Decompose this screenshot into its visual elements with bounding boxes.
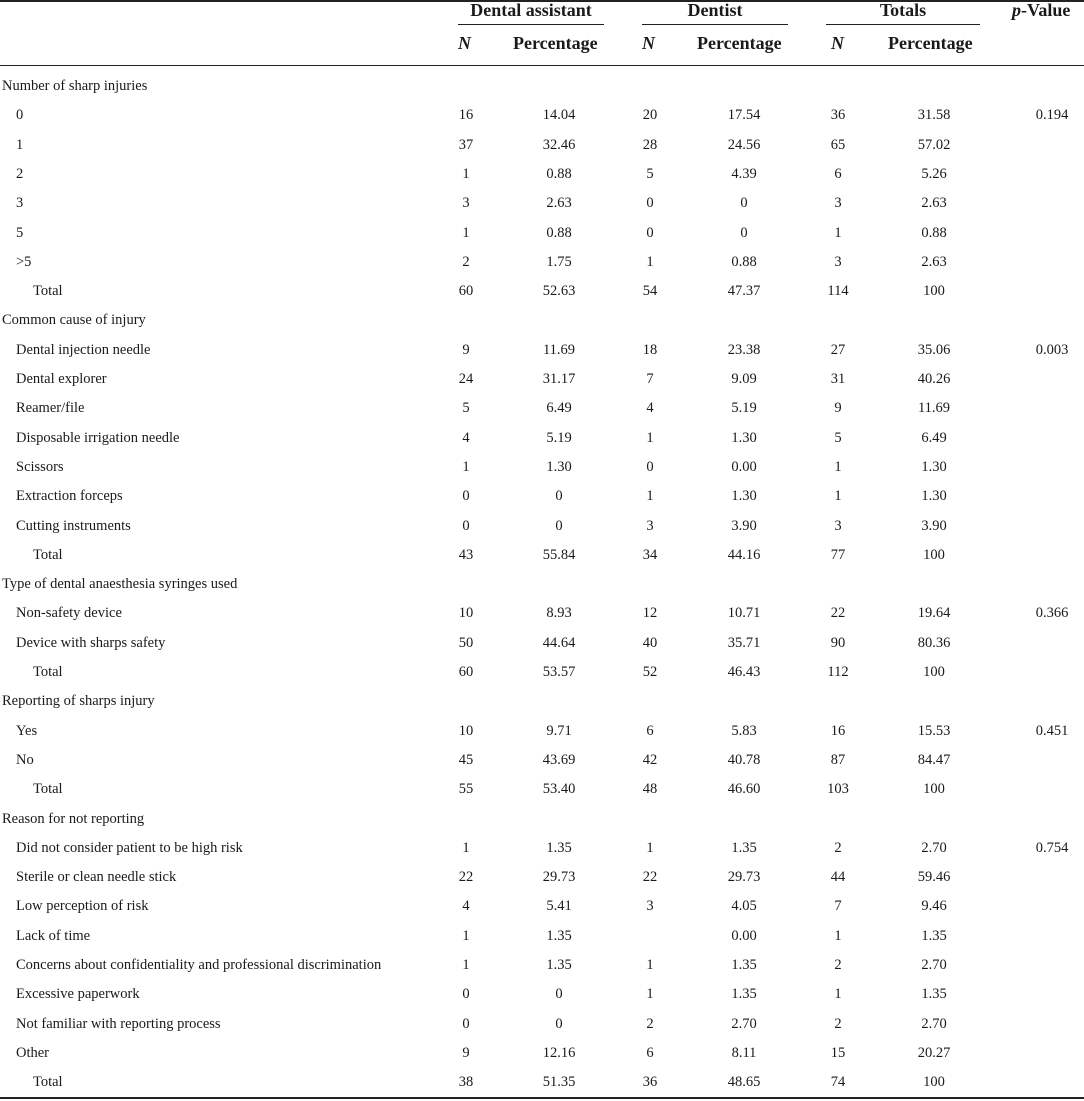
cell-n-dentist: 1 — [646, 839, 654, 856]
cell-n-dentist: 28 — [642, 136, 658, 153]
cell-pct-dentist: 9.09 — [731, 371, 757, 387]
subheader-percentage-dentist: Percentage — [697, 33, 782, 53]
cell-n-dentist: 7 — [646, 371, 654, 387]
total-row — [0, 775, 1084, 804]
group-header-dentist: Dentist — [687, 0, 743, 20]
cell-n-dentist: 18 — [642, 341, 658, 358]
table-row — [0, 922, 1084, 951]
table-row — [0, 131, 1084, 160]
cell-n-dental-assistant: 38 — [458, 1074, 474, 1091]
table-row — [0, 1039, 1084, 1068]
row-label: >5 — [16, 253, 32, 270]
cell-n-dentist: 34 — [642, 546, 658, 563]
cell-n-totals: 90 — [830, 634, 846, 651]
cell-pct-dentist: 46.60 — [727, 781, 761, 798]
cell-pct-dental-assistant: 6.49 — [546, 400, 572, 417]
cell-n-totals: 16 — [830, 722, 846, 739]
cell-pct-dental-assistant: 52.63 — [542, 283, 576, 300]
cell-n-dental-assistant: 1 — [462, 165, 470, 182]
cell-pct-dentist: 46.43 — [727, 664, 761, 680]
total-row — [0, 277, 1084, 306]
cell-n-dentist: 1 — [646, 957, 654, 973]
cell-pct-dental-assistant: 0.88 — [546, 224, 572, 241]
row-label: Not familiar with reporting process — [16, 1015, 221, 1032]
cell-pct-dental-assistant: 8.93 — [546, 605, 572, 622]
cell-pct-totals: 100 — [923, 546, 945, 563]
cell-pct-dentist: 0.88 — [731, 253, 757, 270]
cell-n-dentist: 3 — [646, 517, 654, 534]
cell-pct-dentist: 1.35 — [731, 986, 757, 1003]
group-underline-dentist — [642, 24, 788, 25]
pvalue-header — [1012, 0, 1084, 20]
cell-n-dental-assistant: 1 — [462, 458, 470, 475]
cell-pct-totals: 1.30 — [921, 458, 947, 475]
cell-n-totals: 1 — [834, 927, 842, 944]
cell-n-dental-assistant: 50 — [458, 634, 474, 651]
row-label: 0 — [16, 107, 24, 124]
cell-n-dentist: 2 — [646, 1015, 654, 1032]
cell-n-dental-assistant: 45 — [458, 751, 474, 768]
cell-n-dental-assistant: 60 — [458, 664, 474, 680]
cell-pct-dentist: 3.90 — [731, 517, 757, 534]
cell-n-totals: 44 — [830, 869, 846, 886]
cell-n-dental-assistant: 37 — [458, 136, 474, 153]
cell-pvalue: 0.366 — [1035, 605, 1069, 622]
header-rule — [0, 65, 1084, 66]
cell-n-dentist: 12 — [642, 605, 658, 622]
cell-pct-dental-assistant: 0 — [555, 488, 563, 505]
cell-n-dental-assistant: 10 — [458, 605, 474, 622]
table-row — [0, 599, 1084, 628]
row-label: 1 — [16, 136, 24, 153]
cell-pct-totals: 2.70 — [921, 1015, 947, 1032]
row-label: Scissors — [16, 458, 64, 475]
cell-pct-totals: 15.53 — [917, 722, 951, 739]
cell-pct-dental-assistant: 0 — [555, 986, 563, 1003]
cell-n-dentist: 6 — [646, 1044, 654, 1061]
cell-n-totals: 1 — [834, 458, 842, 475]
subheader-n-dentist: N — [642, 33, 655, 53]
cell-pct-totals: 1.35 — [921, 986, 947, 1003]
cell-pct-dentist: 44.16 — [727, 546, 761, 563]
section-label: Type of dental anaesthesia syringes used — [2, 576, 238, 593]
cell-pct-totals: 100 — [923, 664, 945, 680]
table-row — [0, 717, 1084, 746]
cell-n-totals: 36 — [830, 107, 846, 124]
cell-pct-dental-assistant: 53.57 — [542, 664, 576, 680]
row-label: 5 — [16, 224, 24, 241]
row-label: Sterile or clean needle stick — [16, 869, 177, 886]
cell-pct-dentist: 4.05 — [731, 898, 757, 915]
table-row — [0, 219, 1084, 248]
cell-n-dentist: 0 — [646, 224, 654, 241]
row-label: Low perception of risk — [16, 898, 149, 915]
cell-n-dentist: 6 — [646, 722, 654, 739]
cell-n-totals: 114 — [827, 283, 849, 300]
cell-pvalue: 0.754 — [1035, 839, 1069, 856]
cell-pct-totals: 2.63 — [921, 195, 947, 212]
cell-pct-dental-assistant: 32.46 — [542, 136, 576, 153]
cell-pct-dentist: 2.70 — [731, 1015, 757, 1032]
group-header-dental-assistant: Dental assistant — [470, 0, 592, 20]
cell-pct-totals: 2.63 — [921, 253, 947, 270]
cell-pct-dental-assistant: 12.16 — [542, 1044, 576, 1061]
cell-pct-dentist: 17.54 — [727, 107, 761, 124]
cell-pct-totals: 40.26 — [917, 371, 951, 387]
row-label: Total — [33, 546, 63, 563]
cell-pct-dentist: 29.73 — [727, 869, 761, 886]
table-row — [0, 160, 1084, 189]
table-row — [0, 512, 1084, 541]
cell-n-totals: 22 — [830, 605, 846, 622]
cell-pct-dentist: 10.71 — [727, 605, 761, 622]
cell-n-totals: 112 — [827, 664, 849, 680]
table-row — [0, 863, 1084, 892]
cell-pvalue: 0.194 — [1035, 107, 1069, 124]
cell-n-dentist: 4 — [646, 400, 654, 417]
cell-n-totals: 7 — [834, 898, 842, 915]
pvalue-header-p: p — [1012, 0, 1021, 20]
cell-n-totals: 27 — [830, 341, 846, 358]
cell-n-dentist: 1 — [646, 253, 654, 270]
cell-n-dentist: 3 — [646, 898, 654, 915]
section-label: Common cause of injury — [2, 312, 146, 329]
cell-pct-dentist: 1.35 — [731, 839, 757, 856]
cell-n-dental-assistant: 1 — [462, 224, 470, 241]
cell-n-totals: 15 — [830, 1044, 846, 1061]
cell-pct-totals: 100 — [923, 283, 945, 300]
cell-pct-dentist: 24.56 — [727, 136, 761, 153]
row-label: Total — [33, 1074, 63, 1091]
cell-pct-totals: 100 — [923, 1074, 945, 1091]
cell-pct-dentist: 48.65 — [727, 1074, 761, 1091]
row-label: Dental explorer — [16, 371, 107, 387]
cell-pct-totals: 5.26 — [921, 165, 947, 182]
cell-pct-dental-assistant: 53.40 — [542, 781, 576, 798]
cell-pct-dentist: 35.71 — [727, 634, 761, 651]
cell-pct-totals: 80.36 — [917, 634, 951, 651]
subheader-n-totals: N — [831, 33, 844, 53]
cell-n-dental-assistant: 9 — [462, 341, 470, 358]
cell-n-dental-assistant: 1 — [462, 957, 470, 973]
section-label: Reason for not reporting — [2, 810, 145, 827]
total-row — [0, 658, 1084, 687]
group-underline-totals — [826, 24, 980, 25]
cell-n-dental-assistant: 1 — [462, 839, 470, 856]
row-label: Reamer/file — [16, 400, 85, 417]
subheader-n-dental-assistant: N — [458, 33, 471, 53]
row-label: No — [16, 751, 34, 768]
cell-pct-totals: 100 — [923, 781, 945, 798]
row-label: Total — [33, 664, 63, 680]
table-row — [0, 951, 1084, 980]
cell-n-dental-assistant: 1 — [462, 927, 470, 944]
table-row — [0, 834, 1084, 863]
cell-pct-dental-assistant: 2.63 — [546, 195, 572, 212]
cell-n-dental-assistant: 16 — [458, 107, 474, 124]
row-label: Total — [33, 781, 63, 798]
cell-n-dentist: 1 — [646, 429, 654, 446]
cell-pct-dental-assistant: 51.35 — [542, 1074, 576, 1091]
cell-n-totals: 3 — [834, 517, 842, 534]
cell-n-totals: 77 — [830, 546, 846, 563]
cell-pct-dental-assistant: 31.17 — [542, 371, 576, 387]
group-header-totals: Totals — [879, 0, 927, 20]
subheader-percentage-dental-assistant: Percentage — [513, 33, 598, 53]
cell-pct-totals: 11.69 — [917, 400, 951, 417]
cell-pct-dental-assistant: 5.19 — [546, 429, 572, 446]
cell-n-dentist: 22 — [642, 869, 658, 886]
total-row — [0, 1068, 1084, 1097]
cell-n-totals: 2 — [834, 1015, 842, 1032]
cell-n-dentist: 5 — [646, 165, 654, 182]
cell-pct-dental-assistant: 1.30 — [546, 458, 572, 475]
total-row — [0, 541, 1084, 570]
cell-pct-totals: 20.27 — [917, 1044, 951, 1061]
table-row — [0, 424, 1084, 453]
cell-n-dental-assistant: 9 — [462, 1044, 470, 1061]
section-row — [0, 570, 1084, 599]
cell-n-totals: 103 — [827, 781, 849, 798]
cell-pct-dental-assistant: 1.35 — [546, 927, 572, 944]
section-row — [0, 72, 1084, 101]
table-row — [0, 394, 1084, 423]
table-row — [0, 453, 1084, 482]
cell-pct-dental-assistant: 11.69 — [542, 341, 576, 358]
cell-n-dentist: 54 — [642, 283, 658, 300]
cell-n-dentist: 48 — [642, 781, 658, 798]
pvalue-header-suffix: -Value — [1021, 0, 1071, 20]
cell-pct-totals: 59.46 — [917, 869, 951, 886]
cell-n-dental-assistant: 0 — [462, 986, 470, 1003]
cell-pct-dental-assistant: 1.75 — [546, 253, 572, 270]
cell-pct-totals: 31.58 — [917, 107, 951, 124]
cell-n-dental-assistant: 22 — [458, 869, 474, 886]
table-row — [0, 746, 1084, 775]
table-row — [0, 336, 1084, 365]
cell-pct-totals: 2.70 — [921, 839, 947, 856]
cell-pct-dentist: 1.30 — [731, 429, 757, 446]
cell-pct-dental-assistant: 9.71 — [546, 722, 572, 739]
group-underline-dental-assistant — [458, 24, 604, 25]
cell-pct-dentist: 4.39 — [731, 165, 757, 182]
cell-n-totals: 1 — [834, 488, 842, 505]
cell-n-totals: 3 — [834, 195, 842, 212]
cell-n-dental-assistant: 43 — [458, 546, 474, 563]
cell-pct-totals: 84.47 — [917, 751, 951, 768]
cell-pct-dentist: 5.19 — [731, 400, 757, 417]
cell-n-totals: 5 — [834, 429, 842, 446]
row-label: Device with sharps safety — [16, 634, 166, 651]
cell-pct-totals: 19.64 — [917, 605, 951, 622]
cell-n-dentist: 42 — [642, 751, 658, 768]
cell-n-totals: 2 — [834, 957, 842, 973]
cell-pvalue: 0.451 — [1035, 722, 1069, 739]
cell-pct-dental-assistant: 0 — [555, 517, 563, 534]
cell-pct-dentist: 0.00 — [731, 458, 757, 475]
cell-pct-dental-assistant: 55.84 — [542, 546, 576, 563]
cell-n-totals: 74 — [830, 1074, 846, 1091]
cell-pct-totals: 57.02 — [917, 136, 951, 153]
cell-n-dentist: 1 — [646, 488, 654, 505]
cell-n-totals: 65 — [830, 136, 846, 153]
row-label: Did not consider patient to be high risk — [16, 839, 243, 856]
bottom-rule — [0, 1097, 1084, 1099]
row-label: Disposable irrigation needle — [16, 429, 180, 446]
cell-n-dentist: 0 — [646, 195, 654, 212]
cell-pct-dentist: 0 — [740, 195, 748, 212]
cell-n-dentist: 52 — [642, 664, 658, 680]
table-row — [0, 248, 1084, 277]
cell-pct-totals: 1.30 — [921, 488, 947, 505]
cell-n-dentist: 36 — [642, 1074, 658, 1091]
cell-n-dental-assistant: 0 — [462, 488, 470, 505]
row-label: Concerns about confidentiality and professional discrimination — [16, 957, 382, 973]
cell-pct-dental-assistant: 29.73 — [542, 869, 576, 886]
cell-n-totals: 31 — [830, 371, 846, 387]
table-row — [0, 629, 1084, 658]
row-label: Yes — [16, 722, 38, 739]
cell-n-dental-assistant: 60 — [458, 283, 474, 300]
row-label: 2 — [16, 165, 24, 182]
cell-pct-totals: 0.88 — [921, 224, 947, 241]
cell-pct-dentist: 5.83 — [731, 722, 757, 739]
cell-pct-dental-assistant: 0.88 — [546, 165, 572, 182]
cell-n-dental-assistant: 0 — [462, 1015, 470, 1032]
table-row — [0, 101, 1084, 130]
cell-n-totals: 1 — [834, 986, 842, 1003]
cell-n-dental-assistant: 55 — [458, 781, 474, 798]
cell-n-dentist: 0 — [646, 458, 654, 475]
table-row — [0, 365, 1084, 394]
table-row — [0, 892, 1084, 921]
subheader-percentage-totals: Percentage — [888, 33, 973, 53]
section-row — [0, 306, 1084, 335]
cell-n-totals: 1 — [834, 224, 842, 241]
table-row — [0, 482, 1084, 511]
cell-pct-totals: 6.49 — [921, 429, 947, 446]
cell-pct-dentist: 23.38 — [727, 341, 761, 358]
row-label: Dental injection needle — [16, 341, 151, 358]
table-row — [0, 189, 1084, 218]
cell-pct-dental-assistant: 5.41 — [546, 898, 572, 915]
cell-n-totals: 6 — [834, 165, 842, 182]
cell-pct-dental-assistant: 0 — [555, 1015, 563, 1032]
section-row — [0, 687, 1084, 716]
section-label: Number of sharp injuries — [2, 78, 148, 94]
cell-pct-dentist: 0.00 — [731, 927, 757, 944]
cell-n-dental-assistant: 4 — [462, 898, 470, 915]
cell-n-dentist: 40 — [642, 634, 658, 651]
cell-pct-dental-assistant: 43.69 — [542, 751, 576, 768]
cell-n-dental-assistant: 0 — [462, 517, 470, 534]
cell-pct-totals: 9.46 — [921, 898, 947, 915]
cell-pct-totals: 35.06 — [917, 341, 951, 358]
row-label: Cutting instruments — [16, 517, 131, 534]
cell-pct-dentist: 0 — [740, 224, 748, 241]
section-label: Reporting of sharps injury — [2, 693, 155, 710]
row-label: Excessive paperwork — [16, 986, 140, 1003]
section-row — [0, 805, 1084, 834]
cell-n-dental-assistant: 2 — [462, 253, 470, 270]
cell-pvalue: 0.003 — [1035, 341, 1069, 358]
row-label: Lack of time — [16, 927, 91, 944]
cell-n-totals: 87 — [830, 751, 846, 768]
cell-n-totals: 9 — [834, 400, 842, 417]
cell-pct-dental-assistant: 44.64 — [542, 634, 576, 651]
row-label: Non-safety device — [16, 605, 122, 622]
cell-pct-dentist: 47.37 — [727, 283, 761, 300]
cell-pct-dentist: 1.30 — [731, 488, 757, 505]
cell-n-dental-assistant: 5 — [462, 400, 470, 417]
cell-n-totals: 3 — [834, 253, 842, 270]
cell-pct-dentist: 8.11 — [731, 1044, 757, 1061]
cell-n-dental-assistant: 3 — [462, 195, 470, 212]
table-row — [0, 1010, 1084, 1039]
row-label: Total — [33, 283, 63, 300]
row-label: Other — [16, 1044, 50, 1061]
cell-pct-dentist: 40.78 — [727, 751, 761, 768]
cell-pct-totals: 1.35 — [921, 927, 947, 944]
cell-n-dental-assistant: 10 — [458, 722, 474, 739]
row-label: Extraction forceps — [16, 488, 123, 505]
cell-pct-dental-assistant: 1.35 — [546, 957, 572, 973]
table-row — [0, 980, 1084, 1009]
cell-pct-totals: 3.90 — [921, 517, 947, 534]
cell-pct-dental-assistant: 14.04 — [542, 107, 576, 124]
row-label: 3 — [16, 195, 24, 212]
cell-n-dental-assistant: 4 — [462, 429, 470, 446]
cell-n-dentist: 1 — [646, 986, 654, 1003]
cell-n-dentist: 20 — [642, 107, 658, 124]
cell-pct-totals: 2.70 — [921, 957, 947, 973]
cell-n-totals: 2 — [834, 839, 842, 856]
cell-pct-dental-assistant: 1.35 — [546, 839, 572, 856]
cell-n-dental-assistant: 24 — [458, 371, 474, 387]
cell-pct-dentist: 1.35 — [731, 957, 757, 973]
